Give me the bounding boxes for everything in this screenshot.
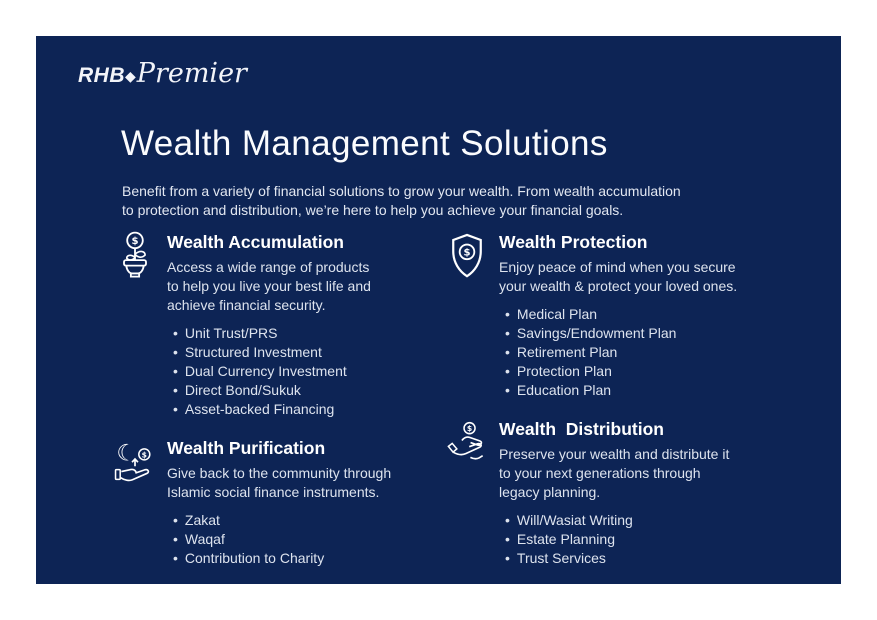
section-title: Wealth Protection <box>499 232 648 252</box>
section-description-line: your wealth & protect your loved ones. <box>499 278 738 294</box>
bullet-item: • Trust Services <box>505 549 774 568</box>
section-body <box>499 417 774 568</box>
bullet-item: • Dual Currency Investment <box>173 362 442 381</box>
section-description-line: Access a wide range of products <box>167 259 370 275</box>
left-column <box>112 230 442 585</box>
bullet-item: • Structured Investment <box>173 343 442 362</box>
diamond-icon: ◆ <box>125 67 136 84</box>
bullet-item: • Asset-backed Financing <box>173 400 442 419</box>
subtitle-line-1: Benefit from a variety of financial solutions to grow your wealth. From wealth accumulation <box>122 183 681 199</box>
section-description-line: Islamic social finance instruments. <box>167 484 380 500</box>
section-description-line: legacy planning. <box>499 484 601 500</box>
page-subtitle <box>122 182 681 219</box>
section-description-line: to help you live your best life and <box>167 278 371 294</box>
bullet-item: • Savings/Endowment Plan <box>505 324 774 343</box>
bullet-item: • Retirement Plan <box>505 343 774 362</box>
section-bullet-list <box>167 324 442 419</box>
subtitle-line-2: to protection and distribution, we’re here to help you achieve your financial goals. <box>122 201 624 218</box>
section-purification <box>112 436 442 568</box>
crescent-giving-hand-icon <box>112 436 158 568</box>
money-plant-icon <box>112 230 158 419</box>
section-body <box>499 230 774 400</box>
bullet-item: • Medical Plan <box>505 305 774 324</box>
section-bullet-list <box>499 511 774 568</box>
section-title: Wealth Distribution <box>499 419 664 439</box>
section-protection <box>444 230 774 400</box>
bullet-item: • Unit Trust/PRS <box>173 324 442 343</box>
section-description-line: to your next generations through <box>499 465 701 481</box>
section-bullet-list <box>499 305 774 400</box>
logo-text-premier: Premier <box>136 58 247 89</box>
section-description <box>499 445 774 502</box>
logo-text-rhb: RHB <box>78 64 125 87</box>
bullet-item: • Protection Plan <box>505 362 774 381</box>
wealth-solutions-card <box>36 36 841 584</box>
section-description-line: Preserve your wealth and distribute it <box>499 446 730 462</box>
bullet-item: • Zakat <box>173 511 442 530</box>
section-distribution <box>444 417 774 568</box>
shield-dollar-icon <box>444 230 490 400</box>
section-accumulation <box>112 230 442 419</box>
right-column <box>444 230 774 585</box>
section-bullet-list <box>167 511 442 568</box>
rhb-premier-logo <box>78 60 247 88</box>
hands-passing-coin-icon <box>444 417 490 568</box>
bullet-item: • Education Plan <box>505 381 774 400</box>
bullet-item: • Waqaf <box>173 530 442 549</box>
bullet-item: • Contribution to Charity <box>173 549 442 568</box>
section-description-line: Enjoy peace of mind when you secure <box>499 259 736 275</box>
section-title: Wealth Accumulation <box>167 232 344 252</box>
section-description <box>167 258 442 315</box>
section-description <box>499 258 774 296</box>
section-description <box>167 464 442 502</box>
section-body <box>167 436 442 568</box>
bullet-item: • Direct Bond/Sukuk <box>173 381 442 400</box>
section-description-line: achieve financial security. <box>167 297 326 313</box>
bullet-item: • Estate Planning <box>505 530 774 549</box>
page-title: Wealth Management Solutions <box>121 124 608 163</box>
section-description-line: Give back to the community through <box>167 465 392 481</box>
section-body <box>167 230 442 419</box>
section-title: Wealth Purification <box>167 438 326 458</box>
bullet-item: • Will/Wasiat Writing <box>505 511 774 530</box>
